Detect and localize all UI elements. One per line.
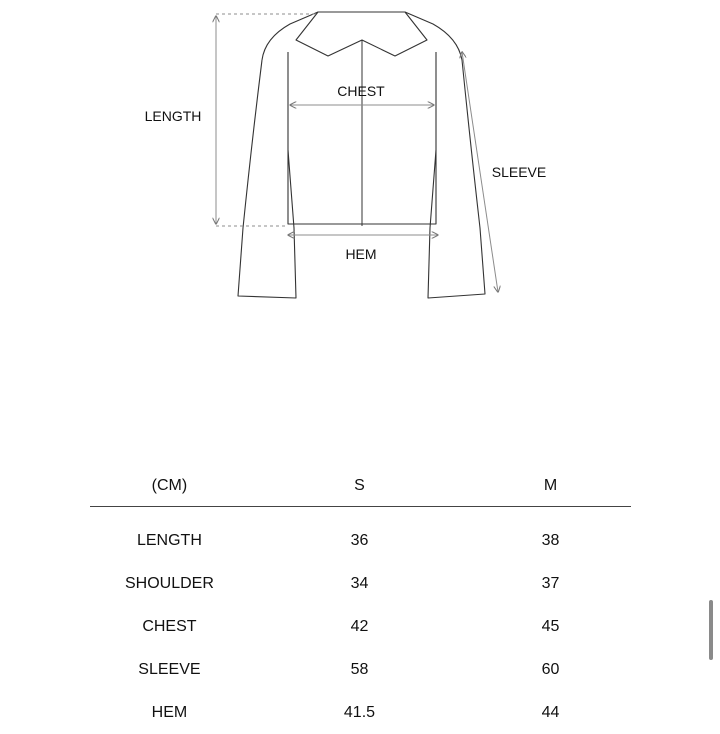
row-label: SHOULDER — [124, 574, 214, 592]
sleeve-label: SLEEVE — [491, 164, 547, 180]
row-label: LENGTH — [136, 531, 202, 549]
value-m: 60 — [541, 660, 560, 678]
value-m: 44 — [541, 703, 560, 721]
value-s: 58 — [350, 660, 369, 678]
jacket-measurement-diagram — [0, 0, 720, 320]
value-s: 42 — [350, 617, 369, 635]
value-m: 37 — [541, 574, 560, 592]
row-label: HEM — [151, 703, 188, 721]
value-m: 38 — [541, 531, 560, 549]
jacket-left-shoulder — [262, 12, 318, 60]
size-header-m: M — [470, 466, 631, 507]
chest-label: CHEST — [337, 83, 385, 99]
value-s: 41.5 — [343, 703, 376, 721]
jacket-right-shoulder — [405, 12, 462, 60]
length-label: LENGTH — [144, 108, 202, 124]
value-s: 36 — [350, 531, 369, 549]
row-label: CHEST — [142, 617, 197, 635]
jacket-left-sleeve — [238, 60, 296, 298]
value-m: 45 — [541, 617, 560, 635]
table-row — [90, 507, 631, 563]
row-label: SLEEVE — [138, 660, 201, 678]
size-header-s: S — [249, 466, 470, 507]
size-chart-table — [90, 466, 631, 734]
table-row — [90, 648, 631, 691]
table-row — [90, 691, 631, 734]
hem-label: HEM — [345, 246, 377, 262]
table-row — [90, 562, 631, 605]
vertical-scrollbar[interactable] — [709, 600, 713, 660]
value-s: 34 — [350, 574, 369, 592]
table-row — [90, 605, 631, 648]
unit-header: (CM) — [90, 466, 249, 507]
size-chart-header-row — [90, 466, 631, 507]
